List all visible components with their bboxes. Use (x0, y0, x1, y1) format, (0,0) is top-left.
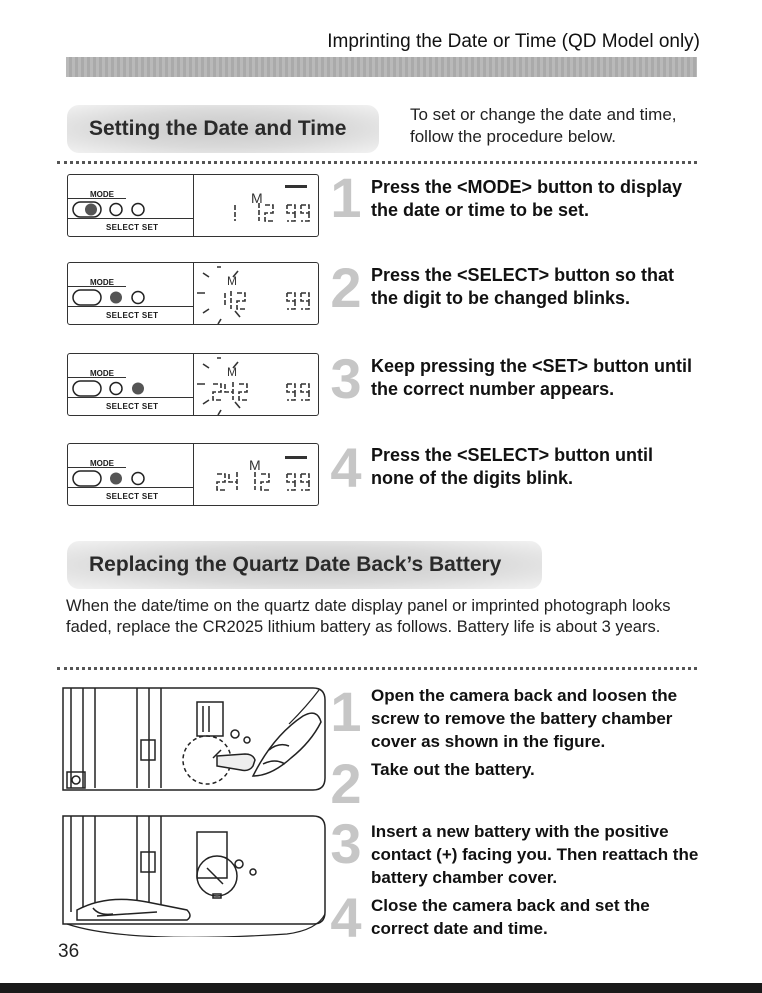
lcd-display (195, 175, 319, 236)
mode-label: MODE (90, 369, 114, 378)
select-set-label: SELECT SET (106, 311, 159, 320)
mode-label: MODE (90, 459, 114, 468)
select-set-label: SELECT SET (106, 223, 159, 232)
step-text: Press the <SELECT> button so that the digit to be changed blinks. (371, 265, 675, 308)
lcd-month-marker: M (249, 457, 261, 473)
step-text: Take out the battery. (371, 760, 535, 779)
step-number: 1 (330, 166, 362, 229)
section-intro: To set or change the date and time, follow the procedure below. (410, 105, 677, 146)
step-text: Close the camera back and set the correct date and time. (371, 896, 650, 938)
panel-buttons-area (68, 263, 194, 324)
select-set-label: SELECT SET (106, 402, 159, 411)
section-title-date-time: Setting the Date and Time (67, 105, 379, 153)
step-number: 2 (330, 752, 362, 815)
button-row (68, 201, 194, 217)
dotted-divider (57, 667, 697, 670)
step-number: 1 (330, 680, 362, 743)
panel-buttons-area (68, 354, 194, 415)
lcd-display (195, 444, 319, 505)
header-bar (66, 57, 697, 77)
lcd-panel-2 (67, 262, 319, 325)
step-number: 3 (330, 812, 362, 875)
step-text: Open the camera back and loosen the screw to remove the battery chamber cover as shown in the figure. (371, 686, 678, 751)
page-number: 36 (58, 941, 80, 962)
step-text: Press the <SELECT> button until none of the digits blink. (371, 445, 654, 488)
panel-buttons-area (68, 444, 194, 505)
select-set-label: SELECT SET (106, 492, 159, 501)
button-row (68, 289, 194, 305)
step-text: Keep pressing the <SET> button until the correct number appears. (371, 356, 693, 399)
lcd-display (195, 354, 319, 415)
step-number: 3 (330, 347, 362, 410)
battery-intro-paragraph: When the date/time on the quartz date display panel or imprinted photograph looks faded, replace the CR2025 lithium battery as follows. Battery life is about 3 years. (66, 597, 671, 636)
button-row (68, 470, 194, 486)
lcd-display (195, 263, 319, 324)
camera-back-illustration-1 (57, 680, 327, 805)
lcd-panel-3 (67, 353, 319, 416)
lcd-month-marker: M (251, 190, 263, 206)
step-text: Press the <MODE> button to display the date or time to be set. (371, 177, 683, 220)
dotted-divider (57, 161, 697, 164)
step-number: 2 (330, 256, 362, 319)
button-row (68, 380, 194, 396)
step-number: 4 (330, 886, 362, 949)
camera-back-illustration-2 (57, 812, 327, 937)
lcd-month-marker: M (227, 274, 237, 288)
section-title-battery: Replacing the Quartz Date Back’s Battery (67, 541, 542, 589)
step-number: 4 (330, 436, 362, 499)
mode-label: MODE (90, 278, 114, 287)
bottom-rule (0, 983, 762, 993)
lcd-panel-1 (67, 174, 319, 237)
step-text: Insert a new battery with the positive contact (+) facing you. Then reattach the battery chamber cover. (371, 822, 699, 887)
lcd-panel-4 (67, 443, 319, 506)
lcd-month-marker: M (227, 365, 237, 379)
page-header-title: Imprinting the Date or Time (QD Model only) (327, 31, 700, 52)
mode-label: MODE (90, 190, 114, 199)
panel-buttons-area (68, 175, 194, 236)
